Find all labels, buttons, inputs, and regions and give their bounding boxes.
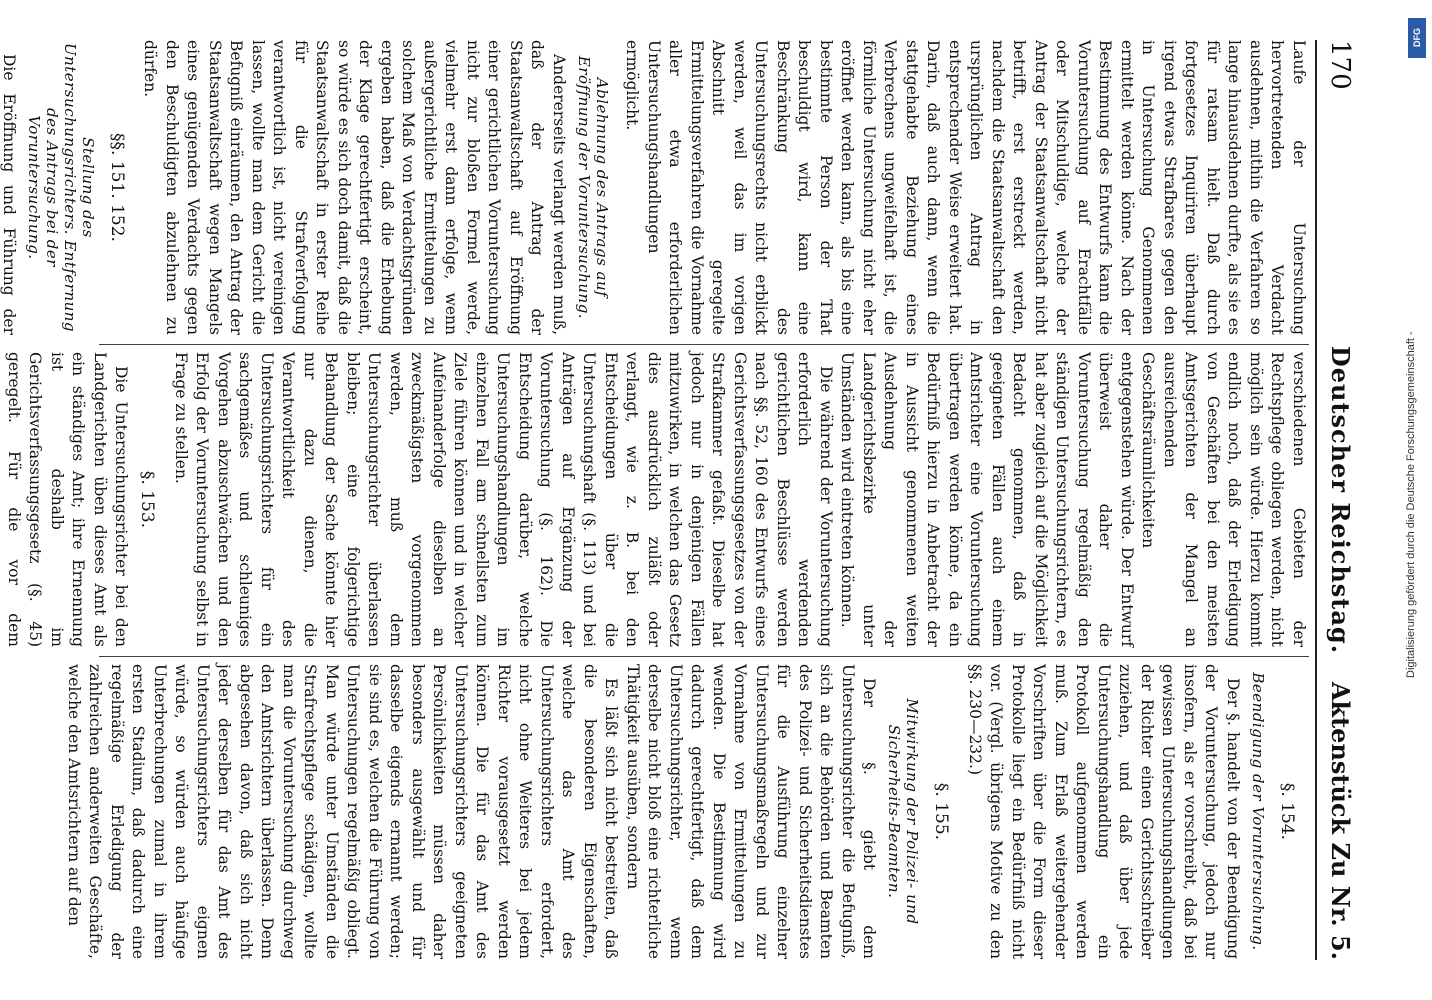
paragraph-number: §. 154. (1277, 782, 1297, 841)
paragraph: Andererseits verlangt werden muß, daß der Antrag der Staatsanwaltschaft auf Eröffnung einer gerichtlichen Voruntersuchung nicht zur bloßen Formel werde, vielmehr erst dann erfolge, wenn außergerichtliche Ermittelungen zu solchem Maß von Verdachtsgründen ergeben haben, daß die Erhebung der Klage gerechtfertigt erscheint, so würde es sich doch damit, daß die Staatsanwaltschaft in erster Reihe für die Strafverfolgung verantwortlich ist, nicht vereinigen lassen, wollte man dem Gericht die Befugniß einräumen, den Antrag der Staatsanwaltschaft wegen Mangels eines genügenden Verdachts gegen den Beschuldigten abzulehnen zu dürfen. (141, 40, 568, 335)
column-rule (99, 344, 1309, 345)
paragraph: Der §. handelt von der Beendigung der Voruntersuchung, jedoch nur insofern, als er vorschreibt, daß bei gewissen Untersuchungshandlungen der Richter einen Gerichtsschreiber zuziehen, und daß über jede Untersuchungshandlung ein Protokoll aufgenommen werden muß. Zum Erlaß weitergehender Vorschriften über die Form dieser Protokolle liegt ein Bedürfniß nicht vor. (Vergl. übrigens Motive zu den §§. 230—232.) (966, 664, 1242, 959)
paragraph-number: §. 153. (137, 470, 158, 529)
document-reference: Aktenstück Zu Nr. 5. (1326, 681, 1355, 960)
text-column-left (0, 40, 1309, 335)
section-heading: Beendigung der Voruntersuchung. (1249, 672, 1267, 951)
dfg-logo: DFG (1408, 18, 1426, 58)
paragraph: Es läßt sich nicht bestreiten, daß die besonderen Eigenschaften, welche das Amt des Untersuchungsrichters erfordert, nicht ohne Weiteres bei jedem Richter vorausgesetzt werden können. Die für das Amt des Untersuchungsrichters geeigneten Persönlichkeiten müssen daher besonders ausgewählt und für dasselbe eigends ernannt werden; sie sind es, welchen die Führung von Untersuchungen regelmäßig obliegt. Man würde unter Umständen die Strafrechtspflege schädigen, wollte man die Voruntersuchung durchweg den Amtsrichtern überlassen. Denn abgesehen davon, daß sich nicht jeder derselben für das Amt des Untersuchungsrichters eignen würde, so würden auch häufige Unterbrechungen zumal in ihrem ersten Stadium, daß dadurch eine regelmäßige Erledigung der zahlreichen anderweiten Geschäfte, welche den Amtsrichtern auf den (65, 664, 621, 959)
column-rule (99, 656, 1309, 657)
paragraph: Laufe der Untersuchung hervortretenden Verdacht ausdehnen, mithin die Verfahren so lange hinausdehnen durfte, als sie es für ratsam hielt. Daß durch fortgesetzes Inquiriren überhaupt irgend etwas Strafbares gegen den in Untersuchung Genommenen ermittelt werden könne. Nach der Bestimmung des Entwurfs kann die Voruntersuchung auf Erachtfälle oder Mitschuldige, welche der Antrag der Staatsanwaltschaft nicht betrifft, erst erstreckt werden, nachdem die Staatsanwaltschaft den ursprünglichen Antrag in entsprechender Weise erweitert hat. Darin, daß auch dann, wenn die stattgehabte Beziehung eines Verbrechens ungweifelhaft ist, die förmliche Untersuchung nicht eher eröffnet werden kann, als bis eine bestimmte Person der That beschuldigt wird, kann eine Beschränkung des Untersuchungsrechts nicht erblickt werden, weil das im vorigen Abschnitt geregelte Ermittelungsverfahren die Vornahme aller etwa erforderlichen Untersuchungshandlungen ermöglicht. (623, 40, 1308, 335)
digitization-credit: Digitalisierung gefördert durch die Deutsche Forschungsgemeinschaft - (1405, 331, 1417, 679)
paragraph: Die Untersuchungsrichter bei den Landgerichten üben dieses Amt als ein ständiges Amt; ihre Ernennung ist deshalb im Gerichtsverfassungsgesetz (§. 45) geregelt. Für die vor dem (5, 352, 131, 647)
page-number: 170 (1325, 40, 1355, 90)
paragraph: Die Eröffnung und Führung der (0, 54, 18, 335)
page-header (1315, 40, 1357, 960)
paragraph: Die während der Voruntersuchung erforderlich werdenden gerichtlichen Beschlüsse werden nach §§. 52, 160 des Entwurfs eines Gerichtsverfassungsgesetzes von der Strafkammer gefaßt. Dieselbe hat jedoch nur in denjenigen Fällen mitzuwirken, in welchen das Gesetz dies ausdrücklich zuläßt oder verlangt, wie z. B. bei den Entscheidungen über die Untersuchungshaft (§. 113) und bei Anträgen auf Ergänzung der Voruntersuchung (§. 162). Die Entscheidung darüber, welche Untersuchungshandlungen im einzelnen Fall am schnellsten zum Ziele führen können und in welcher Aufeinanderfolge dieselben an zweckmäßigsten vorgenommen werden, muß dem Untersuchungsrichter überlassen bleiben; eine folgerichtige Behandlung der Sache könnte hier nur dazu dienen, die Verantwortlichkeit des Untersuchungsrichters für ein sachgemäßes und schleuniges Vorgehen abzuschwächen und den Erfolg der Voruntersuchung selbst in Frage zu stellen. (172, 352, 835, 647)
paragraph: Der §. giebt dem Untersuchungsrichter die Befugniß, sich an die Behörden und Beamten des Polizei- und Sicherheitsdienstes für die Ausführung einzelner Untersuchungsmaßregeln und zur Vornahme von Ermittelungen zu wenden. Die Bestimmung wird dadurch gerechtfertigt, daß dem Untersuchungsrichter, wenn derselbe nicht bloß eine richterliche Thätigkeit ausüben, sondern (624, 664, 879, 959)
section-heading: Stellung des Untersuchungsrichters. Entfernung des Antrags bei der Voruntersuchung. (25, 42, 97, 333)
paragraph-number: §§. 151. 152. (107, 133, 127, 242)
text-column-middle (5, 352, 1309, 647)
paragraph: verschiedenen Gebieten der Rechtspflege obliegen werden, nicht möglich sein würde. Hierzu kommt endlich noch, daß der Erledigung von Geschäften bei den meisten Amtsgerichten der Mangel an ausreichenden Geschäftsräumlichkeiten entgegenstehen würde. Der Entwurf überweist daher die Voruntersuchung regelmäßig den ständigen Untersuchungsrichtern, es hat aber zugleich auf die Möglichkeit Bedacht genommen, daß in geeigneten Fällen auch einem Amtsrichter eine Voruntersuchung übertragen werden könne, da ein Bedürfniß hierzu in Anbetracht der in Aussicht genommenen weiten Ausdehnung der Landgerichtsbezirke unter Umständen wird eintreten können. (838, 352, 1308, 647)
running-title: Deutscher Reichstag. (1326, 345, 1355, 655)
section-heading: Mitwirkung der Polizei- und Sicherheits-Beamten. (885, 698, 922, 925)
section-heading: Ablehnung des Antrags auf Eröffnung der Voruntersuchung. (575, 55, 611, 320)
paragraph-number: §. 155. (931, 782, 952, 841)
text-column-right (65, 664, 1309, 959)
